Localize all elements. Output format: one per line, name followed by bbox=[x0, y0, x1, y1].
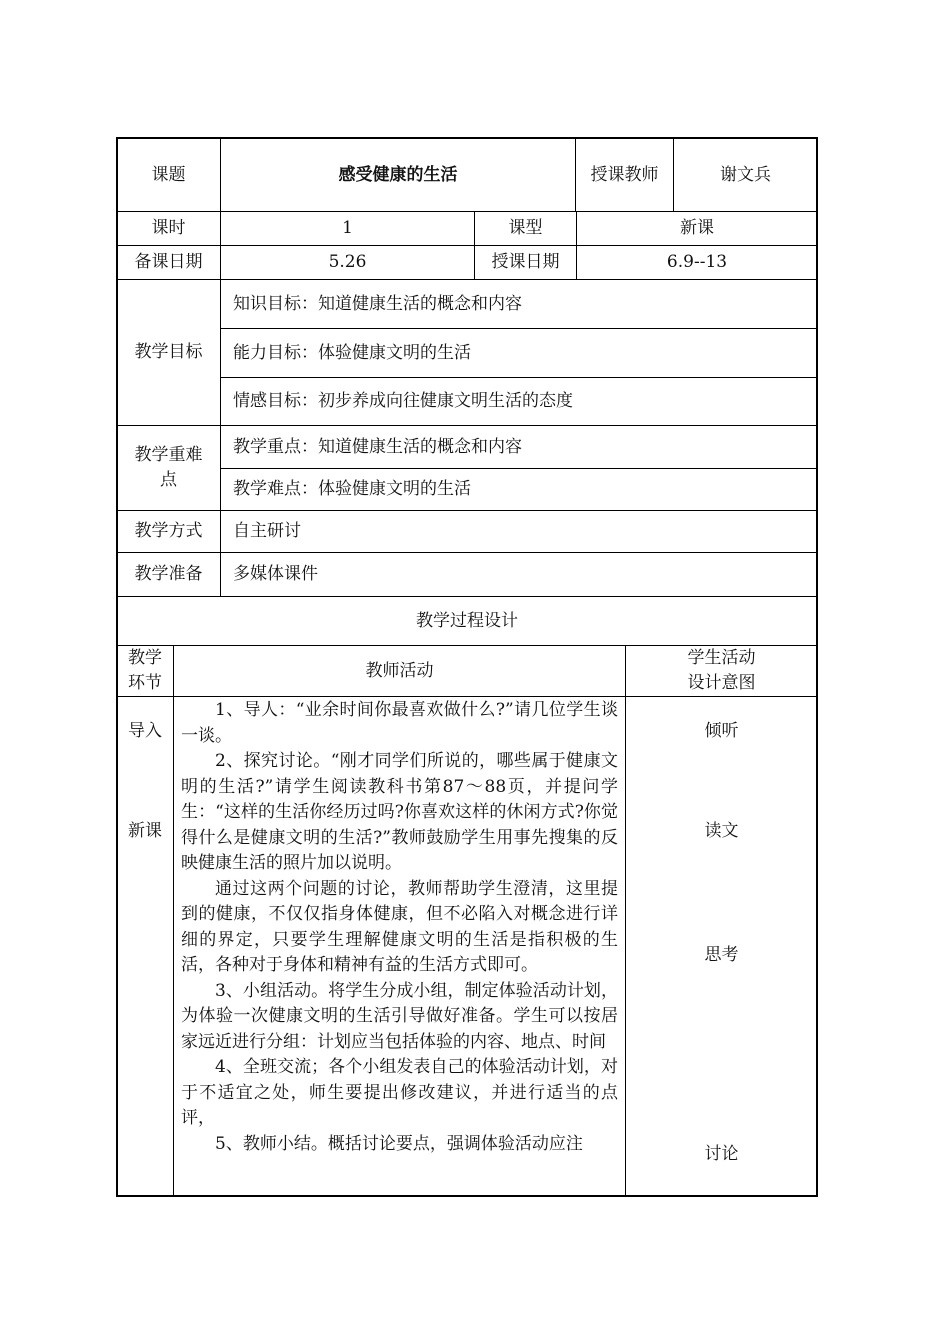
row-divider bbox=[117, 696, 817, 697]
objective-ability: 能力目标：体验健康文明的生活 bbox=[233, 342, 471, 363]
teach-date-value: 6.9--13 bbox=[666, 252, 728, 272]
period-value: 1 bbox=[342, 218, 353, 238]
student-activity-listen: 倾听 bbox=[704, 720, 739, 741]
objective-emotion: 情感目标：初步养成向往健康文明生活的态度 bbox=[233, 391, 573, 411]
activity-paragraph: 通过这两个问题的讨论，教师帮助学生澄清，这里提到的健康，不仅仅指身体健康，但不必陷入对概念进行详细的界定，只要学生理解健康文明的生活是指积极的生活，各种对于身体和精神有益的生活方式即可。 bbox=[181, 878, 618, 975]
type-value: 新课 bbox=[680, 218, 714, 238]
teach-date-label: 授课日期 bbox=[491, 252, 560, 272]
prep-date-label: 备课日期 bbox=[134, 252, 203, 272]
activity-paragraph: 5、教师小结。概括讨论要点，强调体验活动应注 bbox=[215, 1133, 583, 1154]
teaching-difficulty: 教学难点：体验健康文明的生活 bbox=[233, 479, 471, 499]
student-activity-read: 读文 bbox=[704, 820, 739, 841]
objective-knowledge: 知识目标：知道健康生活的概念和内容 bbox=[233, 293, 522, 314]
col-divider bbox=[173, 645, 174, 1195]
period-label: 课时 bbox=[151, 218, 186, 238]
key-points-label-line1: 教学重难 bbox=[134, 445, 203, 465]
key-points-label bbox=[117, 426, 220, 510]
process-title: 教学过程设计 bbox=[416, 610, 518, 631]
col-header-stage-line2: 环节 bbox=[128, 673, 162, 693]
teacher-activity-text bbox=[181, 698, 618, 1157]
method-label: 教学方式 bbox=[134, 521, 203, 541]
student-activity-think: 思考 bbox=[704, 944, 739, 965]
stage-new-lesson: 新课 bbox=[128, 820, 162, 841]
col-header-student bbox=[626, 646, 817, 696]
activity-paragraph: 3、小组活动。将学生分成小组，制定体验活动计划，为体验一次健康文明的生活引导做好准备。学生可以按居家远近进行分组：计划应当包括体验的内容、地点、时间 bbox=[181, 980, 618, 1052]
teaching-focus: 教学重点：知道健康生活的概念和内容 bbox=[233, 436, 522, 457]
preparation-value: 多媒体课件 bbox=[233, 564, 318, 584]
teacher-value: 谢文兵 bbox=[720, 164, 771, 185]
prep-date-value: 5.26 bbox=[328, 252, 367, 272]
col-header-student-line1: 学生活动 bbox=[687, 648, 756, 668]
col-header-stage-line1: 教学 bbox=[128, 648, 162, 668]
type-label: 课型 bbox=[508, 218, 543, 238]
subject-label: 课题 bbox=[151, 164, 186, 185]
activity-paragraph: 2、探究讨论。“刚才同学们所说的，哪些属于健康文明的生活?”请学生阅读教科书第87～88页，并提问学生：“这样的生活你经历过吗?你喜欢这样的休闲方式?你觉得什么是健康文明的生活?”教师鼓励学生用事先搜集的反映健康生活的照片加以说明。 bbox=[181, 751, 618, 873]
activity-paragraph: 1、导人：“业余时间你最喜欢做什么?”请几位学生谈一谈。 bbox=[181, 700, 618, 746]
student-activity-discuss: 讨论 bbox=[704, 1143, 739, 1164]
col-header-stage bbox=[117, 646, 173, 696]
preparation-label: 教学准备 bbox=[134, 564, 203, 584]
activity-paragraph: 4、全班交流；各个小组发表自己的体验活动计划，对于不适宜之处，师生要提出修改建议，并进行适当的点评， bbox=[181, 1057, 618, 1128]
col-header-student-line2: 设计意图 bbox=[687, 673, 756, 693]
subject-value: 感受健康的生活 bbox=[338, 164, 458, 185]
key-points-label-line2: 点 bbox=[160, 470, 177, 490]
col-header-teacher: 教师活动 bbox=[365, 660, 434, 681]
method-value: 自主研讨 bbox=[233, 521, 301, 541]
objectives-label: 教学目标 bbox=[134, 342, 203, 362]
teacher-label: 授课教师 bbox=[590, 164, 659, 185]
stage-intro: 导入 bbox=[128, 720, 162, 741]
